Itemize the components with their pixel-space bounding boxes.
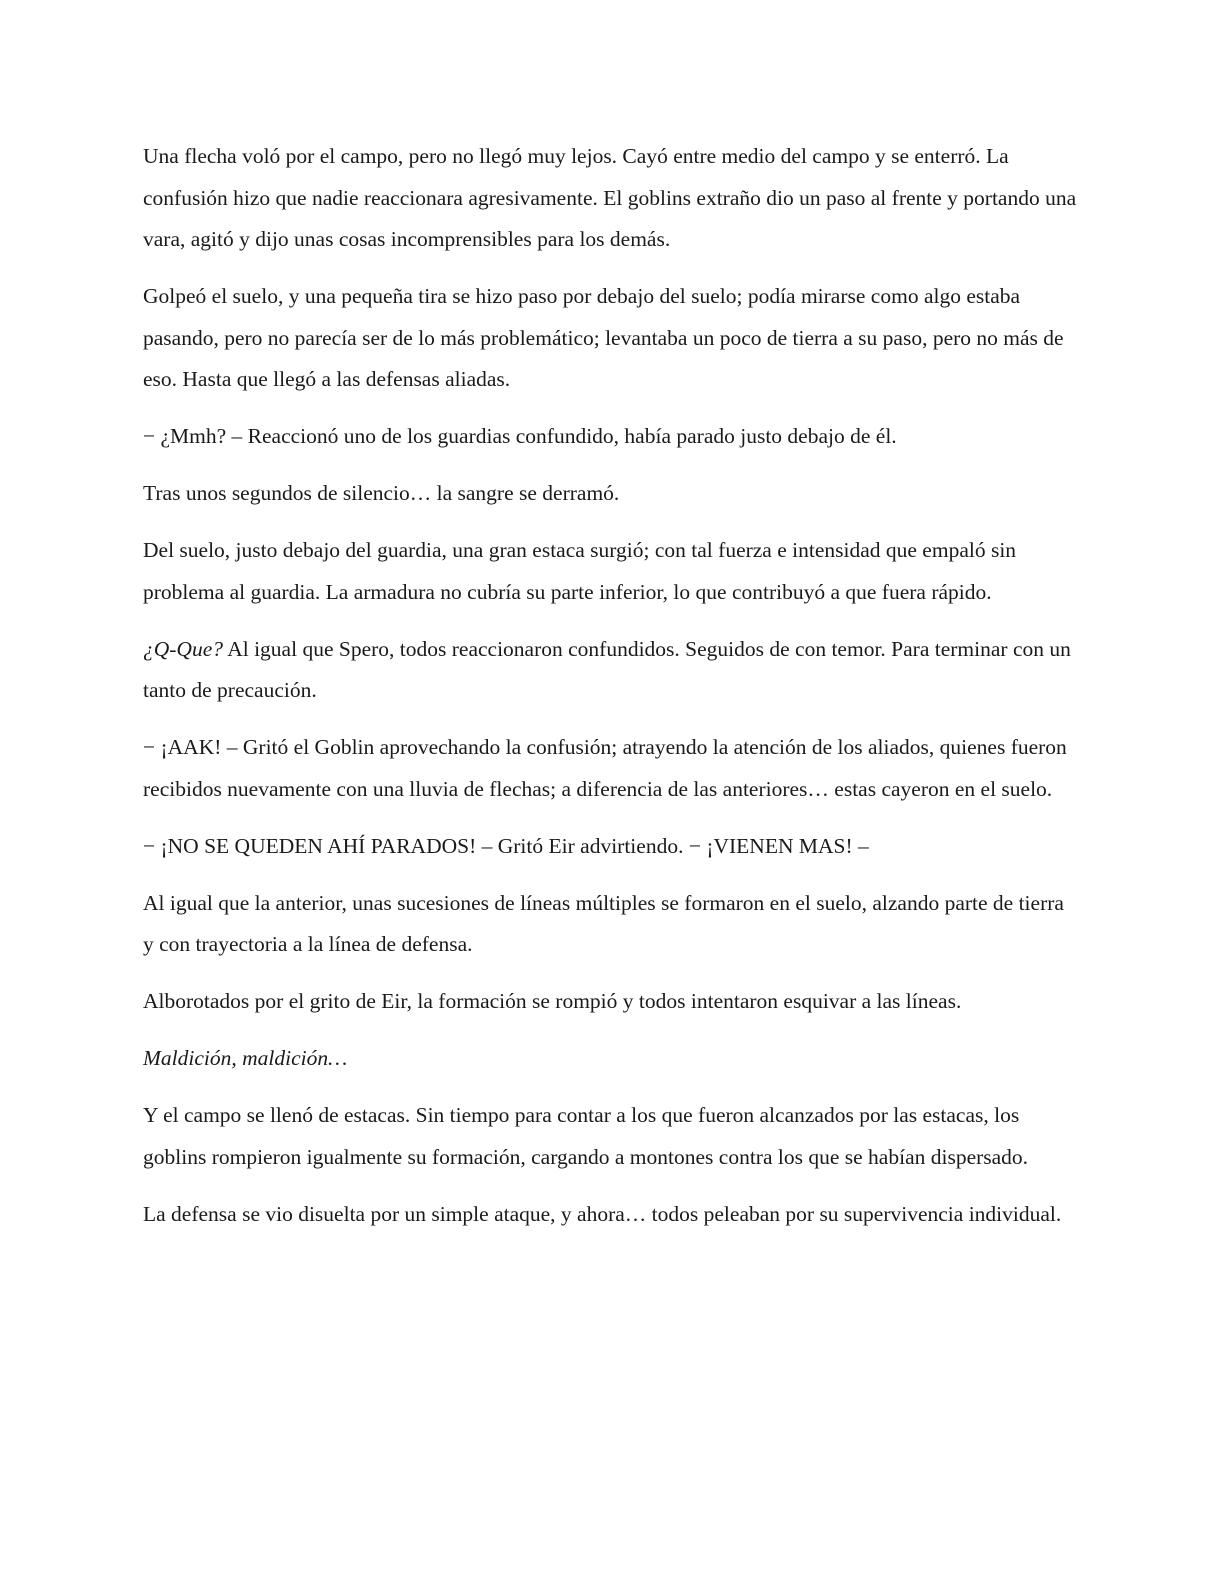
paragraph: − ¡NO SE QUEDEN AHÍ PARADOS! – Gritó Eir advirtiendo. − ¡VIENEN MAS! – xyxy=(143,833,869,858)
paragraph: Al igual que la anterior, unas sucesiones de líneas múltiples se formaron en el suelo, alzando parte de tierra y con trayectoria a la línea de defensa. xyxy=(143,890,1064,956)
paragraph-text: Al igual que Spero, todos reaccionaron confundidos. Seguidos de con temor. Para terminar con un tanto de precaución. xyxy=(143,636,1071,702)
paragraph xyxy=(143,629,1078,712)
paragraph: − ¿Mmh? – Reaccionó uno de los guardias confundido, había parado justo debajo de él. xyxy=(143,424,897,448)
italic-thought: ¿Q-Que? xyxy=(143,636,224,661)
italic-thought-paragraph: Maldición, maldición… xyxy=(143,1046,348,1070)
paragraph: La defensa se vio disuelta por un simple ataque, y ahora… todos peleaban por su supervivencia individual. xyxy=(143,1201,1062,1226)
paragraph: Del suelo, justo debajo del guardia, una gran estaca surgió; con tal fuerza e intensidad que empaló sin problema al guardia. La armadura no cubría su parte inferior, lo que contribuyó a que fuera rápido. xyxy=(143,538,1017,604)
paragraph: Y el campo se llenó de estacas. Sin tiempo para contar a los que fueron alcanzados por las estacas, los goblins rompieron igualmente su formación, cargando a montones contra los que se habían dispersado. xyxy=(143,1103,1029,1169)
paragraph: Alborotados por el grito de Eir, la formación se rompió y todos intentaron esquivar a las líneas. xyxy=(143,989,962,1013)
paragraph: Tras unos segundos de silencio… la sangre se derramó. xyxy=(143,481,620,505)
paragraph: Una flecha voló por el campo, pero no llegó muy lejos. Cayó entre medio del campo y se enterró. La confusión hizo que nadie reaccionara agresivamente. El goblins extraño dio un paso al frente y portando una vara, agitó y dijo unas cosas incomprensibles para los demás. xyxy=(143,144,1077,251)
paragraph: Golpeó el suelo, y una pequeña tira se hizo paso por debajo del suelo; podía mirarse como algo estaba pasando, pero no parecía ser de lo más problemático; levantaba un poco de tierra a su paso, pero no más de eso. Hasta que llegó a las defensas aliadas. xyxy=(143,284,1064,391)
paragraph: − ¡AAK! – Gritó el Goblin aprovechando la confusión; atrayendo la atención de los aliados, quienes fueron recibidos nuevamente con una lluvia de flechas; a diferencia de las anteriores… estas cayeron en el suelo. xyxy=(143,735,1067,801)
document-page xyxy=(143,136,1078,1251)
